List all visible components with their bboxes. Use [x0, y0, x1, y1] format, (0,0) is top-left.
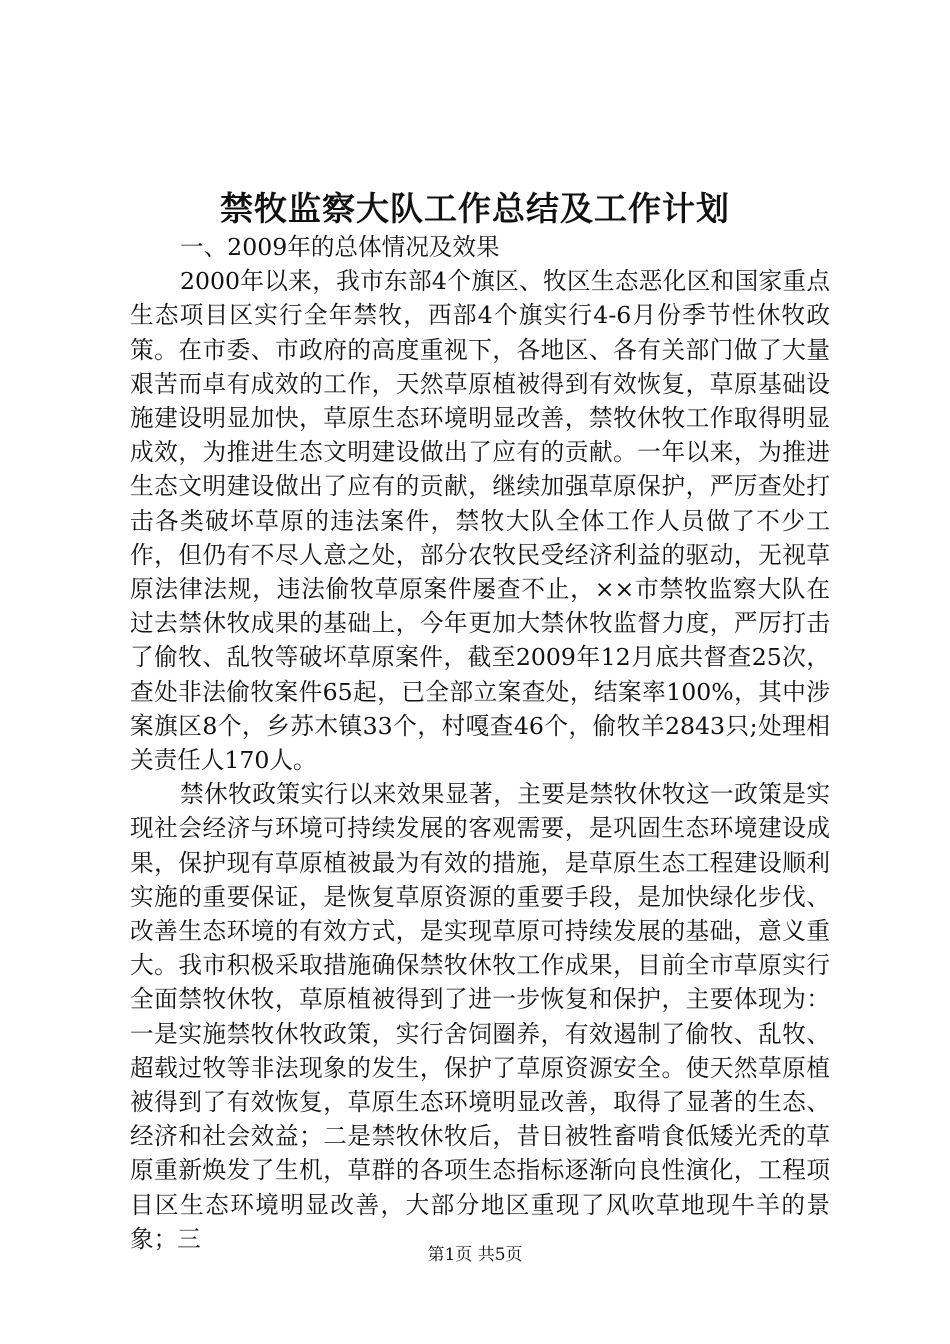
page-footer: 第1页 共5页: [427, 1245, 523, 1265]
paragraph-1: 2000年以来，我市东部4个旗区、牧区生态恶化区和国家重点生态项目区实行全年禁牧，西部4个旗实行4-6月份季节性休牧政策。在市委、市政府的高度重视下，各地区、各有关部门做了大量艰苦而卓有成效的工作，天然草原植被得到有效恢复，草原基础设施建设明显加快，草原生态环境明显改善，禁牧休牧工作取得明显成效，为推进生态文明建设做出了应有的贡献。一年以来，为推进生态文明建设做出了应有的贡献，继续加强草原保护，严厉查处打击各类破坏草原的违法案件，禁牧大队全体工作人员做了不少工作，但仍有不尽人意之处，部分农牧民受经济利益的驱动，无视草原法律法规，违法偷牧草原案件屡查不止，××市禁牧监察大队在过去禁休牧成果的基础上，今年更加大禁休牧监督力度，严厉打击了偷牧、乱牧等破坏草原案件，截至2009年12月底共督查25次，查处非法偷牧案件65起，已全部立案查处，结案率100%，其中涉案旗区8个，乡苏木镇33个，村嘎查46个，偷牧羊2843只;处理相关责任人170人。: [130, 267, 830, 775]
document-title: 禁牧监察大队工作总结及工作计划: [220, 189, 730, 228]
section-heading: 一、2009年的总体情况及效果: [180, 233, 500, 261]
document-body: [130, 230, 830, 1256]
paragraph-2: 禁休牧政策实行以来效果显著，主要是禁牧休牧这一政策是实现社会经济与环境可持续发展的客观需要，是巩固生态环境建设成果，保护现有草原植被最为有效的措施，是草原生态工程建设顺利实施的重要保证，是恢复草原资源的重要手段，是加快绿化步伐、改善生态环境的有效方式，是实现草原可持续发展的基础，意义重大。我市积极采取措施确保禁牧休牧工作成果，目前全市草原实行全面禁牧休牧，草原植被得到了进一步恢复和保护，主要体现为：一是实施禁牧休牧政策，实行舍饲圈养，有效遏制了偷牧、乱牧、超载过牧等非法现象的发生，保护了草原资源安全。使天然草原植被得到了有效恢复，草原生态环境明显改善，取得了显著的生态、经济和社会效益；二是禁牧休牧后，昔日被牲畜啃食低矮光秃的草原重新焕发了生机，草群的各项生态指标逐渐向良性演化，工程项目区生态环境明显改善，大部分地区重现了风吹草地现牛羊的景象；三: [130, 780, 830, 1253]
